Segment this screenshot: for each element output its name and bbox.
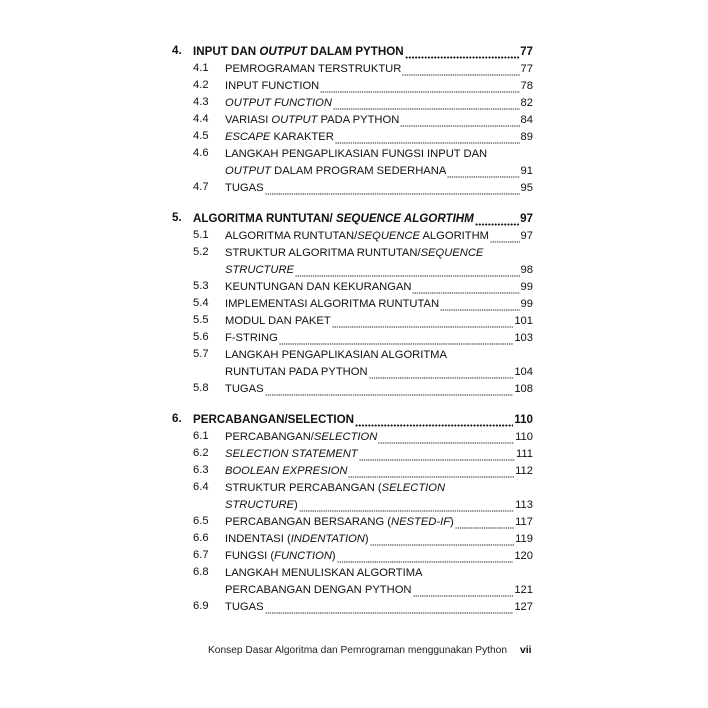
title-italic-segment: OUTPUT [271, 114, 318, 126]
entry-title [225, 130, 334, 144]
title-italic-segment: SEQUENCE [420, 247, 484, 259]
section-number: 5.7 [193, 348, 209, 360]
dot-leader [413, 585, 514, 597]
toc-section-entry [193, 599, 533, 614]
title-segment: ) [450, 516, 454, 528]
entry-title [225, 515, 454, 529]
entry-title [225, 280, 411, 294]
toc-entry-continuation [225, 163, 533, 178]
toc-section-entry [193, 146, 533, 161]
toc-section-entry [193, 228, 533, 243]
entry-page-number: 121 [514, 584, 533, 596]
title-segment: INPUT FUNCTION [225, 80, 320, 92]
dot-leader [335, 132, 520, 144]
title-segment: STRUKTUR ALGORITMA RUNTUTAN/ [225, 247, 421, 259]
page-number: vii [520, 645, 532, 656]
title-segment: LANGKAH PENGAPLIKASIAN ALGORITMA [225, 349, 447, 361]
title-italic-segment: STRUCTURE [225, 264, 294, 276]
chapter-number: 6. [172, 412, 182, 425]
entry-title [193, 45, 404, 59]
toc-section-entry [193, 330, 533, 345]
toc-section-entry [193, 180, 533, 195]
title-segment: ALGORITMA RUNTUTAN/ [225, 230, 358, 242]
title-segment: FUNGSI ( [225, 550, 275, 562]
entry-title [225, 549, 336, 563]
title-segment: PADA PYTHON [317, 114, 400, 126]
entry-page-number: 97 [520, 230, 533, 242]
title-segment: PERCABANGAN DENGAN PYTHON [225, 584, 412, 596]
dot-leader [412, 282, 519, 294]
entry-title [225, 164, 446, 178]
title-italic-segment: SELECTION [381, 482, 446, 494]
dot-leader [378, 432, 514, 444]
toc-section-entry [193, 245, 533, 260]
title-italic-segment: OUTPUT [225, 165, 271, 177]
toc-section-entry [193, 78, 533, 93]
entry-page-number: 78 [520, 80, 533, 92]
dot-leader [359, 449, 515, 461]
dot-leader [265, 183, 520, 195]
entry-page-number: 101 [514, 315, 533, 327]
entry-title [225, 600, 264, 614]
toc-chapter-entry [172, 412, 533, 427]
entry-page-number: 99 [520, 281, 533, 293]
entry-title [225, 246, 483, 260]
title-italic-segment: OUTPUT FUNCTION [225, 97, 332, 109]
entry-title [225, 79, 319, 93]
entry-title [193, 413, 354, 427]
entry-title [225, 382, 264, 396]
entry-page-number: 77 [520, 45, 533, 58]
entry-page-number: 84 [520, 114, 533, 126]
title-segment: MODUL DAN PAKET [225, 315, 331, 327]
title-segment: KEUNTUNGAN DAN KEKURANGAN [225, 281, 412, 293]
entry-page-number: 108 [514, 383, 533, 395]
title-segment: PERCABANGAN/SELECTION [193, 413, 355, 426]
section-number: 5.4 [193, 297, 209, 309]
title-segment: VARIASI [225, 114, 272, 126]
dot-leader [370, 534, 515, 546]
toc-section-entry [193, 95, 533, 110]
entry-title [225, 430, 377, 444]
toc-entry-continuation [225, 497, 533, 512]
section-number: 6.5 [193, 515, 209, 527]
entry-page-number: 91 [520, 165, 533, 177]
entry-page-number: 98 [520, 264, 533, 276]
dot-leader [440, 299, 520, 311]
dot-leader [447, 166, 519, 178]
title-segment: PERCABANGAN/ [225, 431, 314, 443]
section-number: 5.6 [193, 331, 209, 343]
entry-title [225, 229, 489, 243]
toc-entry-continuation [225, 364, 533, 379]
toc-section-entry [193, 514, 533, 529]
section-number: 5.8 [193, 382, 209, 394]
entry-title [225, 532, 369, 546]
section-number: 5.5 [193, 314, 209, 326]
title-italic-segment: FUNCTION [274, 550, 332, 562]
title-italic-segment: INDENTATION [290, 533, 365, 545]
section-number: 6.6 [193, 532, 209, 544]
title-segment: PERCABANGAN BERSARANG ( [225, 516, 391, 528]
dot-leader [265, 384, 514, 396]
dot-leader [402, 64, 519, 76]
title-italic-segment: SEQUENCE ALGORTIHM [335, 212, 474, 225]
title-italic-segment: SELECTION STATEMENT [225, 448, 358, 460]
section-number: 4.1 [193, 62, 209, 74]
title-segment: RUNTUTAN PADA PYTHON [225, 366, 368, 378]
entry-page-number: 103 [514, 332, 533, 344]
title-segment: ALGORITMA RUNTUTAN/ [193, 212, 336, 225]
toc-section-entry [193, 347, 533, 362]
toc-section-entry [193, 313, 533, 328]
section-number: 4.7 [193, 181, 209, 193]
running-footer-title: Konsep Dasar Algoritma dan Pemrograman menggunakan Python [208, 645, 508, 656]
toc-entry-continuation [225, 262, 533, 277]
section-number: 4.2 [193, 79, 209, 91]
dot-leader [320, 81, 519, 93]
entry-page-number: 77 [520, 63, 533, 75]
section-number: 6.3 [193, 464, 209, 476]
section-number: 6.4 [193, 481, 209, 493]
dot-leader [369, 367, 514, 379]
entry-title [225, 96, 332, 110]
entry-title [225, 464, 347, 478]
toc-section-entry [193, 531, 533, 546]
toc-chapter-entry [172, 44, 533, 59]
entry-title [225, 147, 487, 161]
entry-title [225, 365, 368, 379]
title-italic-segment: STRUCTURE [225, 499, 294, 511]
title-segment: DALAM PYTHON [307, 45, 404, 58]
title-segment: ) [331, 550, 336, 562]
toc-section-entry [193, 429, 533, 444]
title-italic-segment: SEQUENCE [357, 230, 420, 242]
title-segment: STRUKTUR PERCABANGAN ( [225, 482, 382, 494]
entry-page-number: 110 [514, 413, 533, 426]
dot-leader [279, 333, 514, 345]
dot-leader [475, 214, 519, 226]
toc-section-entry [193, 548, 533, 563]
section-number: 4.5 [193, 130, 209, 142]
entry-page-number: 117 [515, 516, 533, 528]
entry-title [225, 498, 298, 512]
entry-title [193, 212, 474, 226]
entry-page-number: 82 [520, 97, 533, 109]
title-italic-segment: ESCAPE [225, 131, 271, 143]
title-segment: TUGAS [225, 601, 264, 613]
toc-section-entry [193, 480, 533, 495]
title-segment: DALAM PROGRAM SEDERHANA [271, 165, 447, 177]
section-number: 6.2 [193, 447, 209, 459]
dot-leader [333, 98, 520, 110]
entry-title [225, 263, 294, 277]
dot-leader [490, 231, 520, 243]
title-segment: ) [364, 533, 369, 545]
entry-page-number: 110 [515, 431, 533, 443]
dot-leader [455, 517, 514, 529]
title-segment: TUGAS [225, 383, 264, 395]
dot-leader [405, 47, 519, 59]
dot-leader [348, 466, 514, 478]
title-segment: LANGKAH PENGAPLIKASIAN FUNGSI INPUT DAN [225, 148, 488, 160]
section-number: 5.3 [193, 280, 209, 292]
toc-section-entry [193, 463, 533, 478]
entry-title [225, 566, 423, 580]
section-number: 4.6 [193, 147, 209, 159]
title-segment: INDENTASI ( [225, 533, 291, 545]
entry-title [225, 447, 358, 461]
toc-section-entry [193, 296, 533, 311]
section-number: 6.9 [193, 600, 209, 612]
entry-title [225, 583, 412, 597]
section-number: 5.2 [193, 246, 209, 258]
section-number: 4.4 [193, 113, 209, 125]
entry-page-number: 127 [514, 601, 533, 613]
title-segment: IMPLEMENTASI ALGORITMA RUNTUTAN [225, 298, 440, 310]
entry-page-number: 97 [520, 212, 533, 225]
entry-page-number: 89 [520, 131, 533, 143]
dot-leader [337, 551, 514, 563]
title-italic-segment: NESTED-IF [390, 516, 451, 528]
entry-page-number: 113 [515, 499, 533, 511]
entry-page-number: 119 [515, 533, 533, 545]
title-segment: INPUT DAN [193, 45, 260, 58]
dot-leader [400, 115, 519, 127]
section-number: 6.1 [193, 430, 209, 442]
entry-page-number: 112 [515, 465, 533, 477]
toc-section-entry [193, 61, 533, 76]
chapter-number: 4. [172, 44, 182, 57]
toc-section-entry [193, 381, 533, 396]
toc-chapter-entry [172, 211, 533, 226]
dot-leader [299, 500, 514, 512]
entry-page-number: 104 [514, 366, 533, 378]
dot-leader [295, 265, 520, 277]
toc-entry-continuation [225, 582, 533, 597]
chapter-number: 5. [172, 211, 182, 224]
title-italic-segment: BOOLEAN EXPRESION [225, 465, 348, 477]
title-italic-segment: SELECTION [313, 431, 378, 443]
title-segment: TUGAS [225, 182, 264, 194]
section-number: 4.3 [193, 96, 209, 108]
entry-title [225, 62, 401, 76]
title-segment: PEMROGRAMAN TERSTRUKTUR [225, 63, 402, 75]
entry-title [225, 181, 264, 195]
title-segment: F-STRING [225, 332, 278, 344]
toc-section-entry [193, 279, 533, 294]
title-segment: KARAKTER [270, 131, 334, 143]
entry-page-number: 111 [515, 448, 533, 460]
entry-title [225, 113, 399, 127]
entry-title [225, 348, 447, 362]
title-segment: ) [294, 499, 298, 511]
dot-leader [355, 415, 513, 427]
entry-page-number: 120 [514, 550, 533, 562]
dot-leader [332, 316, 514, 328]
dot-leader [265, 602, 514, 614]
entry-page-number: 99 [520, 298, 533, 310]
title-segment: ALGORITHM [419, 230, 489, 242]
toc-section-entry [193, 446, 533, 461]
toc-section-entry [193, 565, 533, 580]
entry-title [225, 481, 445, 495]
toc-section-entry [193, 112, 533, 127]
section-number: 6.7 [193, 549, 209, 561]
entry-title [225, 297, 439, 311]
entry-title [225, 331, 278, 345]
title-italic-segment: OUTPUT [259, 45, 308, 58]
entry-page-number: 95 [520, 182, 533, 194]
entry-title [225, 314, 331, 328]
section-number: 5.1 [193, 229, 209, 241]
toc-section-entry [193, 129, 533, 144]
title-segment: LANGKAH MENULISKAN ALGORTIMA [225, 567, 423, 579]
section-number: 6.8 [193, 566, 209, 578]
